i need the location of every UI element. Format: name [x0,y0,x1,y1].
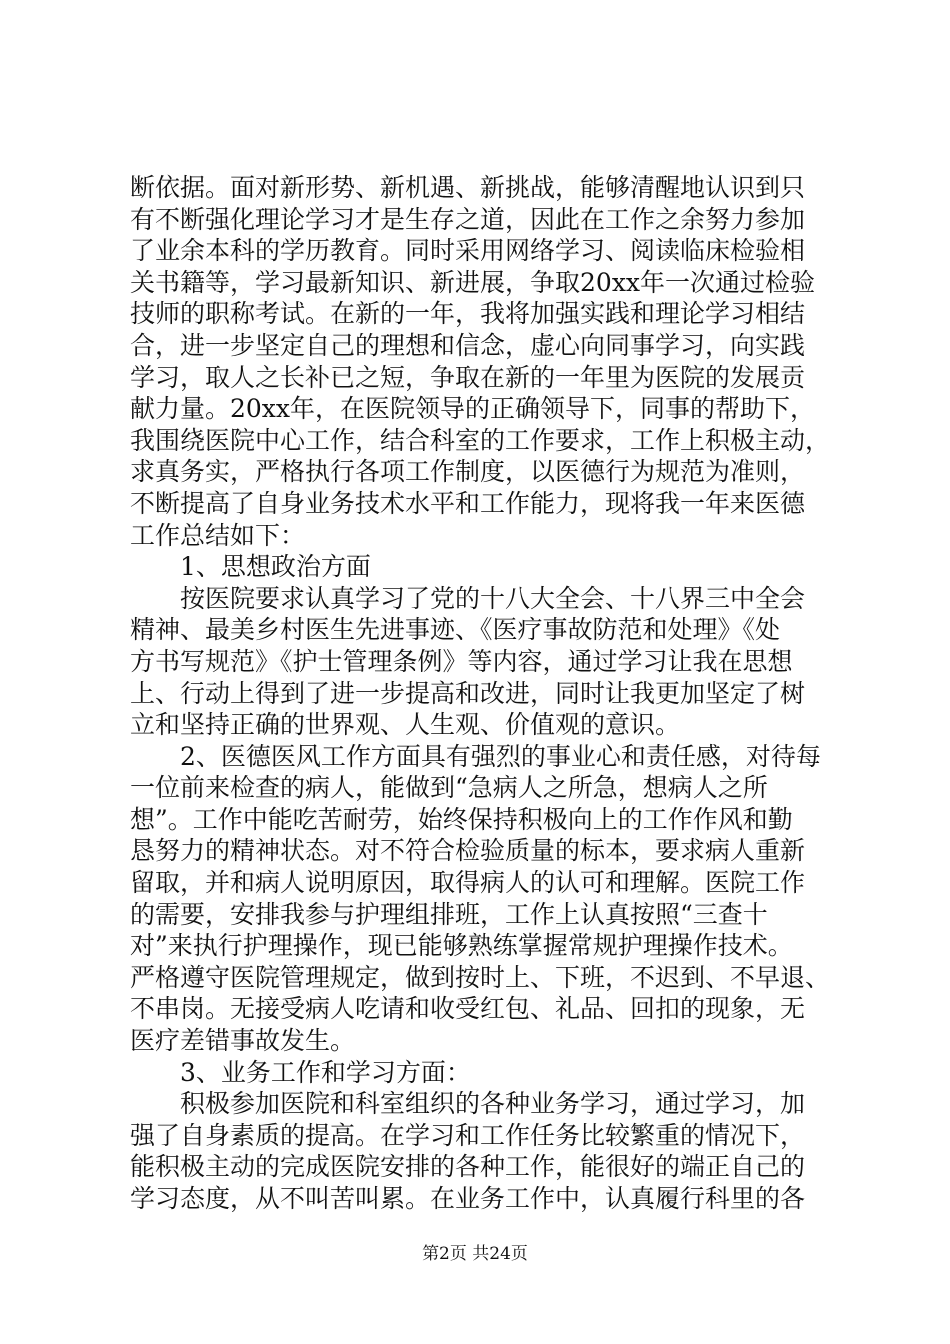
text-line: 严格遵守医院管理规定，做到按时上、下班，不迟到、不早退、 [130,962,831,992]
text-line: 学习，取人之长补已之短，争取在新的一年里为医院的发展贡 [130,362,806,392]
text-line: 强了自身素质的提高。在学习和工作任务比较繁重的情况下， [130,1120,806,1150]
text-line: 方书写规范》《护士管理条例》等内容，通过学习让我在思想 [130,646,793,676]
text-line: 了业余本科的学历教育。同时采用网络学习、阅读临床检验相 [130,236,806,266]
body-text [130,172,830,1215]
text-line: 对”来执行护理操作，现已能够熟练掌握常规护理操作技术。 [130,931,793,961]
text-line: 有不断强化理论学习才是生存之道，因此在工作之余努力参加 [130,204,806,234]
text-line: 工作总结如下： [130,520,306,550]
text-line: 想”。工作中能吃苦耐劳，始终保持积极向上的工作作风和勤 [130,804,793,834]
text-line: 我围绕医院中心工作，结合科室的工作要求，工作上积极主动， [130,425,831,455]
text-line: 断依据。面对新形势、新机遇、新挑战，能够清醒地认识到只 [130,173,806,202]
text-line: 精神、最美乡村医生先进事迹、《医疗事故防范和处理》《处 [130,615,781,645]
text-line: 献力量。20xx年，在医院领导的正确领导下，同事的帮助下， [130,394,816,424]
section-heading-3: 3、业务工作和学习方面： [180,1057,471,1087]
paragraph-start: 积极参加医院和科室组织的各种业务学习，通过学习，加 [180,1089,806,1119]
paragraph-start: 按医院要求认真学习了党的十八大全会、十八界三中全会 [180,583,806,613]
page-footer [0,1243,950,1265]
text-line: 一位前来检查的病人，能做到“急病人之所急，想病人之所 [130,773,768,803]
text-line: 的需要，安排我参与护理组排班，工作上认真按照“三查十 [130,899,768,929]
section-heading-1: 1、思想政治方面 [180,552,371,582]
text-line: 医疗差错事故发生。 [130,1026,356,1056]
text-line: 上、行动上得到了进一步提高和改进，同时让我更加坚定了树 [130,678,806,708]
text-line: 不断提高了自身业务技术水平和工作能力，现将我一年来医德 [130,488,806,518]
text-line: 合，进一步坚定自己的理想和信念，虚心向同事学习，向实践 [130,330,806,360]
page-number-label: 第2页 共24页 [422,1244,528,1264]
section-heading-2: 2、医德医风工作方面具有强烈的事业心和责任感，对待每 [180,741,821,771]
text-line: 留取，并和病人说明原因，取得病人的认可和理解。医院工作 [130,868,806,898]
text-line: 关书籍等，学习最新知识、新进展，争取20xx年一次通过检验 [130,267,816,297]
text-line: 不串岗。无接受病人吃请和收受红包、礼品、回扣的现象，无 [130,994,806,1024]
text-line: 技师的职称考试。在新的一年，我将加强实践和理论学习相结 [130,299,806,329]
text-line: 学习态度，从不叫苦叫累。在业务工作中，认真履行科里的各 [130,1184,806,1213]
text-line: 求真务实，严格执行各项工作制度，以医德行为规范为准则， [130,457,806,487]
text-line: 能积极主动的完成医院安排的各种工作，能很好的端正自己的 [130,1152,806,1182]
text-line: 立和坚持正确的世界观、人生观、价值观的意识。 [130,710,681,740]
text-line: 恳努力的精神状态。对不符合检验质量的标本，要求病人重新 [130,836,806,866]
